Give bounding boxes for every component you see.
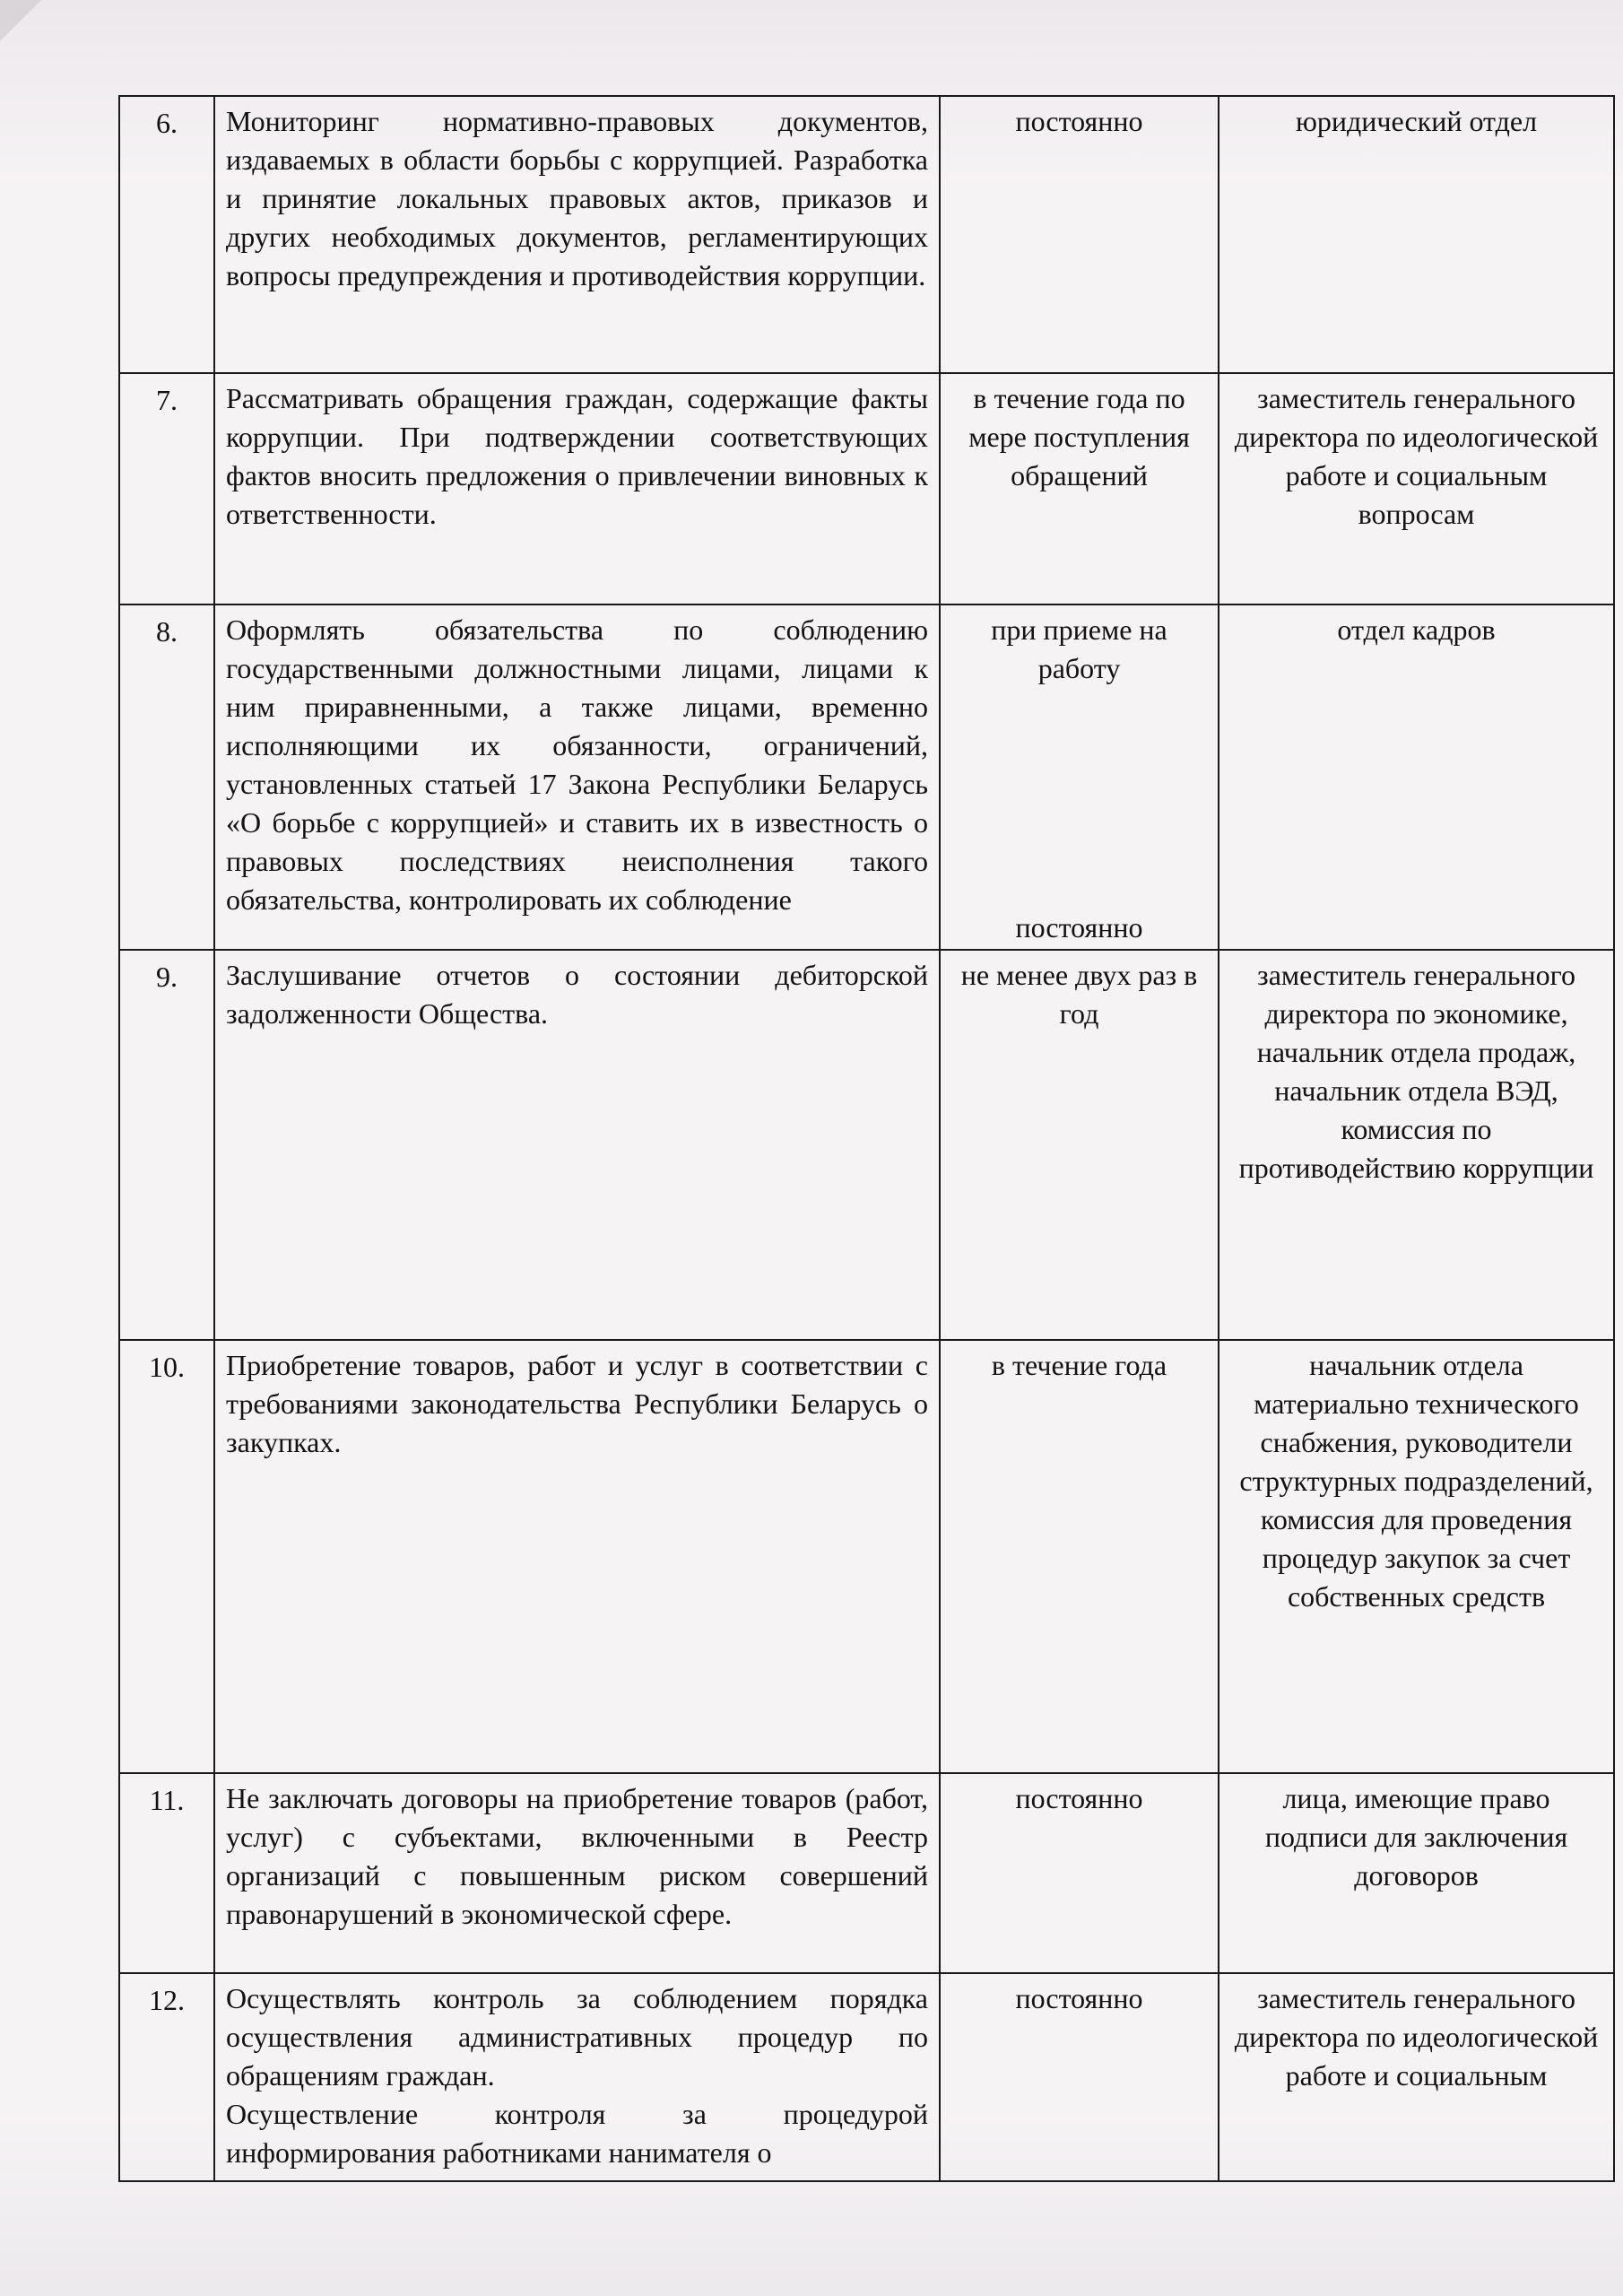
responsible-cell <box>1219 1973 1614 2181</box>
responsible-cell <box>1219 1773 1614 1973</box>
term-cell <box>940 604 1219 950</box>
folded-corner <box>0 0 41 41</box>
table-row <box>119 96 1614 373</box>
event-cell <box>214 1340 940 1773</box>
responsible-cell <box>1219 96 1614 373</box>
event-cell <box>214 1973 940 2181</box>
row-number: 11. <box>149 1784 185 1816</box>
event-text: Приобретение товаров, работ и услуг в соответствии с требованиями законодательства Республики Беларусь о закупках. <box>226 1349 928 1458</box>
term-text: при приеме на работу <box>991 613 1167 684</box>
row-number: 10. <box>149 1351 185 1383</box>
table-row <box>119 1973 1614 2181</box>
row-number-cell <box>119 96 214 373</box>
event-text: Мониторинг нормативно-правовых документов, издаваемых в области борьбы с коррупцией. Разработка и принятие локальных правовых актов, приказов и других необходимых документов, регламентирующих вопросы предупреждения и противодействия коррупции. <box>226 105 928 291</box>
event-cell <box>214 373 940 604</box>
row-number: 12. <box>149 1984 185 2016</box>
event-text: Оформлять обязательства по соблюдению государственными должностными лицами, лицами к ним приравненными, а также лицами, временно исполняющими их обязанности, ограничений, установленных статьей 17 Закона Республики Беларусь «О борьбе с коррупцией» и ставить их в известность о правовых последствиях неисполнения такого обязательства, контролировать их соблюдение <box>226 613 928 916</box>
term-cell <box>940 96 1219 373</box>
term-text: в течение года <box>991 1349 1167 1381</box>
term-text: постоянно <box>1015 1782 1143 1814</box>
term-text: постоянно <box>1015 105 1143 137</box>
responsible-cell <box>1219 950 1614 1340</box>
event-text: Осуществлять контроль за соблюдением порядка осуществления административных процедур по обращениям граждан. <box>226 1982 928 2092</box>
term-cell <box>940 1340 1219 1773</box>
anticorruption-plan-table <box>118 95 1615 2182</box>
event-cell <box>214 96 940 373</box>
row-number-cell <box>119 950 214 1340</box>
table-row <box>119 373 1614 604</box>
event-text: Заслушивание отчетов о состоянии дебиторской задолженности Общества. <box>226 959 928 1030</box>
event-text-continued: Осуществление контроля за процедурой информирования работниками нанимателя о <box>226 2098 928 2169</box>
term-text: не менее двух раз в год <box>960 959 1198 1030</box>
term-text: постоянно <box>1015 1982 1143 2014</box>
table-row <box>119 604 1614 950</box>
row-number-cell <box>119 1773 214 1973</box>
responsible-text: заместитель генерального директора по идеологической работе и социальным <box>1234 1982 1599 2092</box>
responsible-text: начальник отдела материально технического снабжения, руководители структурных подразделений, комиссия для проведения процедур закупок за счет собственных средств <box>1239 1349 1593 1613</box>
table-row <box>119 1340 1614 1773</box>
row-number: 7. <box>156 384 178 416</box>
table-row <box>119 1773 1614 1973</box>
term-cell <box>940 373 1219 604</box>
responsible-text: заместитель генерального директора по идеологической работе и социальным вопросам <box>1234 382 1599 530</box>
responsible-text: юридический отдел <box>1295 105 1538 137</box>
responsible-cell <box>1219 373 1614 604</box>
event-text: Не заключать договоры на приобретение товаров (работ, услуг) с субъектами, включенными в Реестр организаций с повышенным риском совершений правонарушений в экономической сфере. <box>226 1782 928 1930</box>
table-row <box>119 950 1614 1340</box>
row-number-cell <box>119 1340 214 1773</box>
term-cell <box>940 1973 1219 2181</box>
responsible-text: заместитель генерального директора по экономике, начальник отдела продаж, начальник отдела ВЭД, комиссия по противодействию коррупции <box>1238 959 1594 1184</box>
row-number-cell <box>119 373 214 604</box>
term-extra-text: постоянно <box>1015 911 1143 944</box>
row-number: 9. <box>156 961 178 993</box>
row-number-cell <box>119 604 214 950</box>
term-text: в течение года по мере поступления обращений <box>968 382 1190 491</box>
row-number: 6. <box>156 107 178 139</box>
event-cell <box>214 950 940 1340</box>
term-cell <box>940 1773 1219 1973</box>
responsible-cell <box>1219 604 1614 950</box>
event-cell <box>214 604 940 950</box>
row-number: 8. <box>156 615 178 648</box>
event-text: Рассматривать обращения граждан, содержащие факты коррупции. При подтверждении соответствующих фактов вносить предложения о привлечении виновных к ответственности. <box>226 382 928 530</box>
event-cell <box>214 1773 940 1973</box>
responsible-text: лица, имеющие право подписи для заключения договоров <box>1264 1782 1568 1892</box>
responsible-text: отдел кадров <box>1337 613 1496 646</box>
row-number-cell <box>119 1973 214 2181</box>
responsible-cell <box>1219 1340 1614 1773</box>
term-cell <box>940 950 1219 1340</box>
